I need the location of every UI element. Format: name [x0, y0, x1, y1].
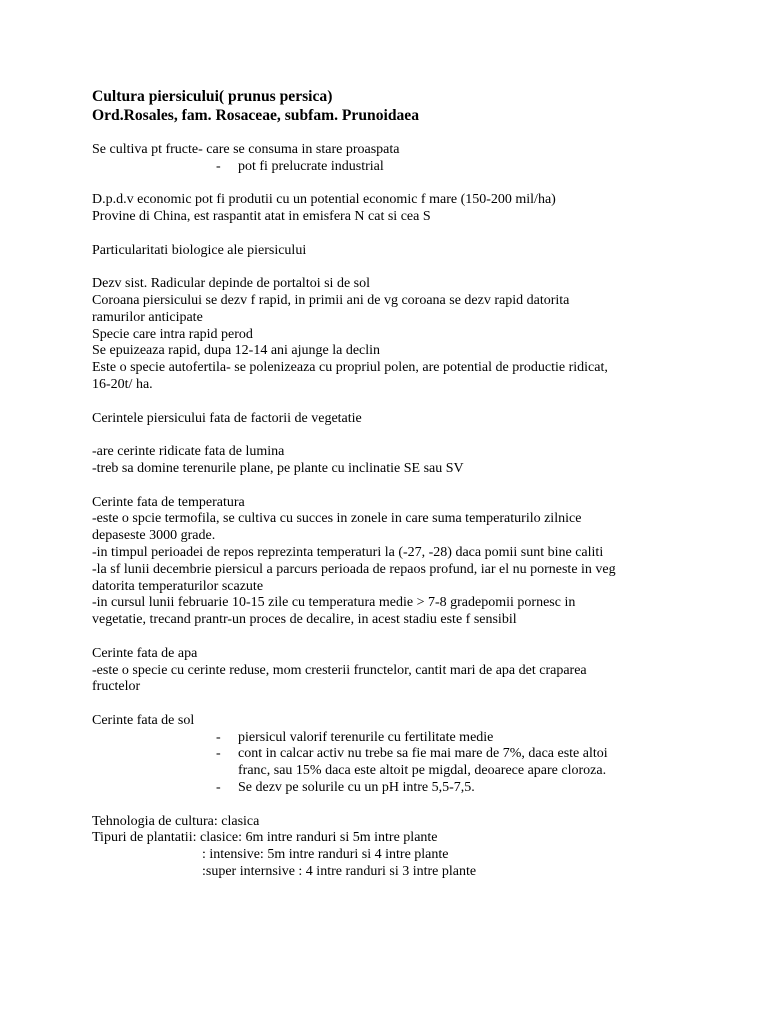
temperature-line: datorita temperaturilor scazute: [92, 578, 264, 594]
dash-marker: -: [216, 729, 221, 745]
plantation-types-line: Tipuri de plantatii: clasice: 6m intre randuri si 5m intre plante: [92, 830, 438, 846]
temperature-heading: Cerinte fata de temperatura: [92, 494, 245, 510]
soil-item-continuation: franc, sau 15% daca este altoit pe migdal, deoarece apare cloroza.: [238, 763, 607, 779]
origin-line: Provine di China, est raspantit atat in emisfera N cat si cea S: [92, 208, 431, 224]
water-heading: Cerinte fata de apa: [92, 645, 198, 661]
document-page: [92, 88, 712, 881]
bio-line: Coroana piersicului se dezv f rapid, in primii ani de vg coroana se dezv rapid datorita: [92, 292, 570, 308]
soil-item-text: cont in calcar activ nu trebe sa fie mai mare de 7%, daca este altoi: [238, 746, 608, 762]
water-line: fructelor: [92, 679, 141, 695]
soil-item: [92, 730, 712, 747]
vegetation-heading: Cerintele piersicului fata de factorii de vegetatie: [92, 410, 362, 426]
soil-heading: Cerinte fata de sol: [92, 712, 195, 728]
bio-line: Specie care intra rapid perod: [92, 326, 253, 342]
dash-marker: -: [216, 158, 221, 174]
plantation-type-intensive: : intensive: 5m intre randuri si 4 intre plante: [202, 847, 449, 863]
temperature-line: depaseste 3000 grade.: [92, 528, 216, 544]
intro-line: Se cultiva pt fructe- care se consuma in stare proaspata: [92, 141, 400, 157]
document-subtitle: Ord.Rosales, fam. Rosaceae, subfam. Prunoidaea: [92, 106, 420, 124]
bio-heading: Particularitati biologice ale piersicului: [92, 242, 307, 258]
water-line: -este o specie cu cerinte reduse, mom cresterii frunctelor, cantit mari de apa det craparea: [92, 662, 587, 678]
bio-line: Dezv sist. Radicular depinde de portaltoi si de sol: [92, 276, 370, 292]
light-line: -treb sa domine terenurile plane, pe plante cu inclinatie SE sau SV: [92, 460, 464, 476]
plantation-type-super-intensive: :super internsive : 4 intre randuri si 3 intre plante: [202, 864, 477, 880]
dash-marker: -: [216, 746, 221, 762]
intro-dash-text: pot fi prelucrate industrial: [238, 158, 384, 174]
temperature-line: -in cursul lunii februarie 10-15 zile cu temperatura medie > 7-8 gradepomii pornesc in: [92, 595, 576, 611]
soil-item-text: Se dezv pe solurile cu un pH intre 5,5-7,5.: [238, 780, 475, 796]
document-title: Cultura piersicului( prunus persica): [92, 88, 333, 105]
bio-line: Este o specie autofertila- se polenizeaza cu propriul polen, are potential de productie ridicat,: [92, 360, 608, 376]
bio-line: 16-20t/ ha.: [92, 376, 153, 392]
temperature-line: -in timpul perioadei de repos reprezinta temperaturi la (-27, -28) daca pomii sunt bine caliti: [92, 544, 604, 560]
soil-item: [92, 746, 712, 763]
temperature-line: -este o spcie termofila, se cultiva cu succes in zonele in care suma temperaturilo zilnice: [92, 511, 582, 527]
bio-line: ramurilor anticipate: [92, 309, 203, 325]
intro-dash-item: [92, 159, 712, 176]
temperature-line: -la sf lunii decembrie piersicul a parcurs perioada de repaos profund, iar el nu porneste in veg: [92, 561, 616, 577]
bio-line: Se epuizeaza rapid, dupa 12-14 ani ajunge la declin: [92, 343, 381, 359]
light-line: -are cerinte ridicate fata de lumina: [92, 444, 285, 460]
soil-item-text: piersicul valorif terenurile cu fertilitate medie: [238, 729, 494, 745]
temperature-line: vegetatie, trecand prantr-un proces de decalire, in acest stadiu este f sensibil: [92, 612, 517, 628]
dash-marker: -: [216, 780, 221, 796]
economic-line: D.p.d.v economic pot fi produtii cu un potential economic f mare (150-200 mil/ha): [92, 192, 556, 208]
technology-heading: Tehnologia de cultura: clasica: [92, 813, 260, 829]
soil-item: [92, 780, 712, 797]
